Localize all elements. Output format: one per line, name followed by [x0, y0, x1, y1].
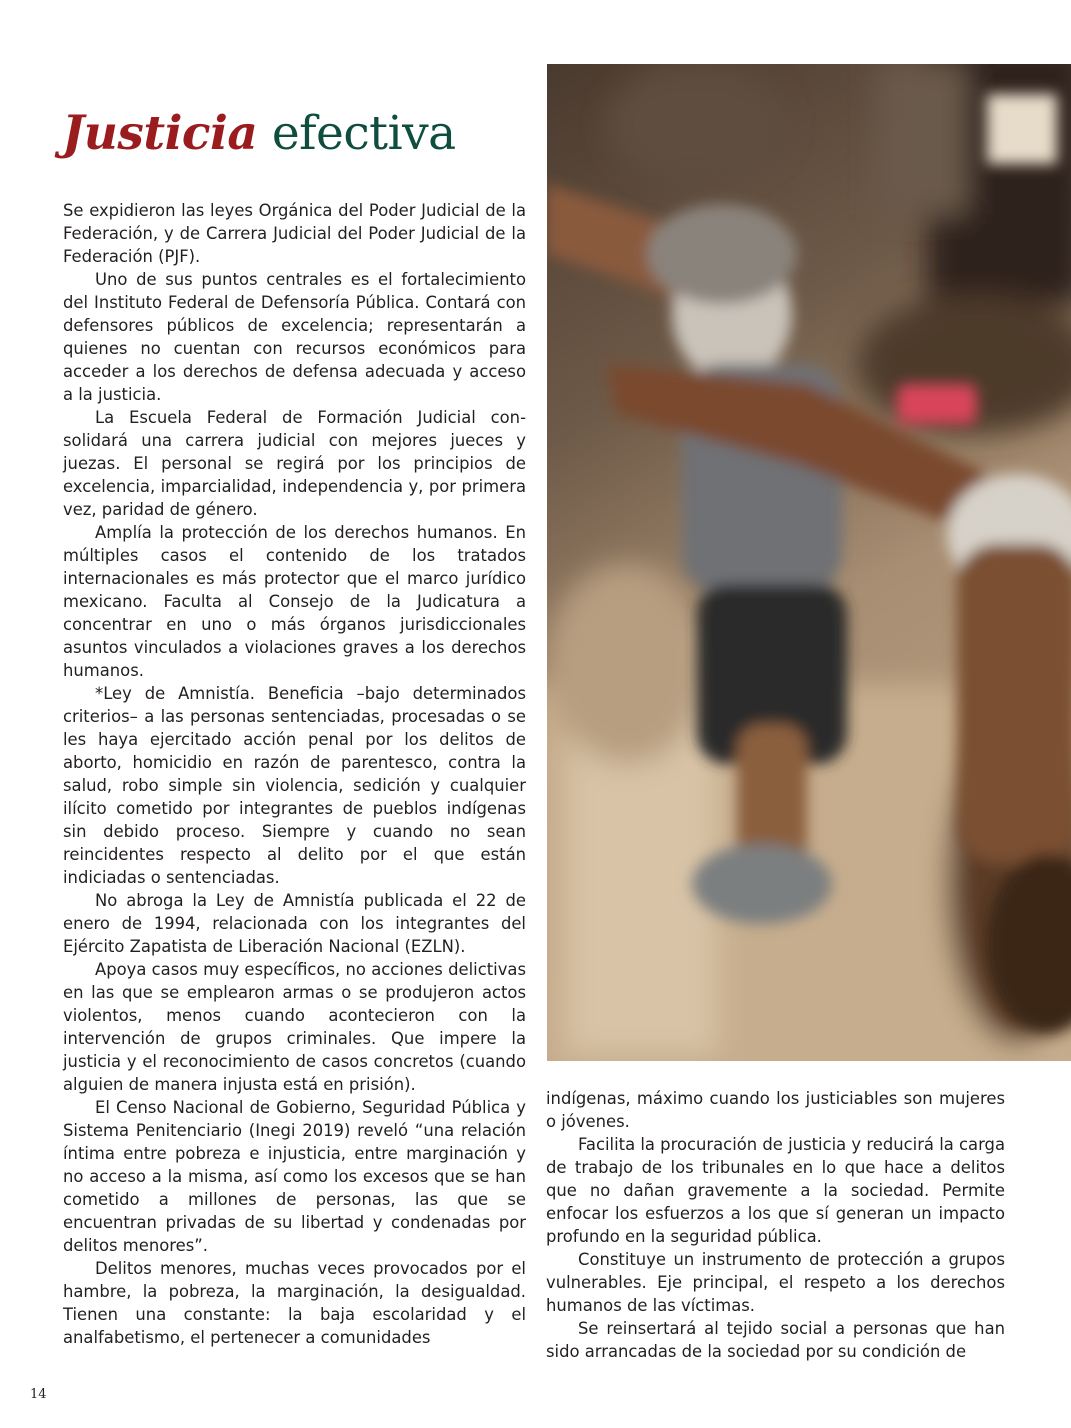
left-text-column	[63, 199, 526, 1349]
paragraph: El Censo Nacional de Gobierno, Seguridad Pública y Sistema Penitenciario (Inegi 2019) reveló “una relación íntima entre pobreza e injusticia, entre marginación y no acceso a la misma, así como los excesos que se han cometido a millones de personas, las que se encuentran privadas de su libertad y condenadas por delitos menores”.	[63, 1098, 526, 1255]
paragraph: Se reinsertará al tejido social a personas que han sido arrancadas de la sociedad por su condición de	[546, 1319, 1005, 1361]
paragraph: Amplía la protección de los derechos humanos. En múltiples casos el contenido de los tratados internacionales es más protector que el marco jurídico mexicano. Faculta al Consejo de la Judicatura a concentrar en uno o más órganos jurisdiccionales asuntos vinculados a violaciones graves a los derechos humanos.	[63, 523, 526, 680]
blurred-protest-photo-icon	[547, 64, 1071, 1061]
right-text-column	[546, 1087, 1005, 1363]
paragraph: Se expidieron las leyes Orgánica del Poder Judicial de la Federación, y de Carrera Judicial del Poder Judicial de la Federación (PJF).	[63, 201, 526, 266]
paragraph: indígenas, máximo cuando los justiciables son mujeres o jóvenes.	[546, 1089, 1005, 1131]
title-accent-word: Justicia	[62, 106, 258, 161]
paragraph: Delitos menores, muchas veces provocados por el hambre, la pobreza, la marginación, la desigualdad. Tienen una constante: la baja escolaridad y el analfabetismo, el pertenecer a comunidades	[63, 1259, 526, 1347]
paragraph: Constituye un instrumento de protección a grupos vulnerables. Eje principal, el respeto a los derechos humanos de las víctimas.	[546, 1250, 1005, 1315]
page-number: 14	[30, 1387, 47, 1402]
paragraph: Apoya casos muy específicos, no acciones delictivas en las que se emplearon armas o se produjeron actos violentos, menos cuando acontecieron con la intervención de grupos criminales. Que impere la justicia y el reconocimiento de casos concretos (cuando alguien de manera injusta está en prisión).	[63, 960, 526, 1094]
paragraph: *Ley de Amnistía. Beneficia –bajo determinados criterios– a las personas sentenciadas, procesadas o se les haya ejercitado acción penal por los delitos de aborto, homicidio en razón de parentesco, contra la salud, robo simple sin violencia, sedición y cualquier ilícito cometido por integrantes de pueblos indígenas sin debido proceso. Siempre y cuando no sean reincidentes respecto al delito por el que están indiciadas o sentenciadas.	[63, 684, 526, 887]
page-title	[62, 104, 456, 164]
paragraph: La Escuela Federal de Formación Judicial consolidará una carrera judicial con mejores jueces y juezas. El personal se regirá por los principios de excelencia, imparcialidad, independencia y, por primera vez, paridad de género.	[63, 408, 526, 519]
title-rest-word: efectiva	[271, 106, 456, 161]
paragraph: Uno de sus puntos centrales es el fortalecimiento del Instituto Federal de Defensoría Pública. Contará con defensores públicos de excelencia; representarán a quienes no cuentan con recursos económicos para acceder a los derechos de defensa adecuada y acceso a la justicia.	[63, 270, 526, 404]
protest-photo	[547, 64, 1071, 1061]
paragraph: No abroga la Ley de Amnistía publicada el 22 de enero de 1994, relacionada con los integrantes del Ejército Zapatista de Liberación Nacional (EZLN).	[63, 891, 526, 956]
paragraph: Facilita la procuración de justicia y reducirá la carga de trabajo de los tribunales en lo que hace a delitos que no dañan gravemente a la sociedad. Permite enfocar los esfuerzos a los que sí generan un impacto profundo en la seguridad pública.	[546, 1135, 1005, 1246]
